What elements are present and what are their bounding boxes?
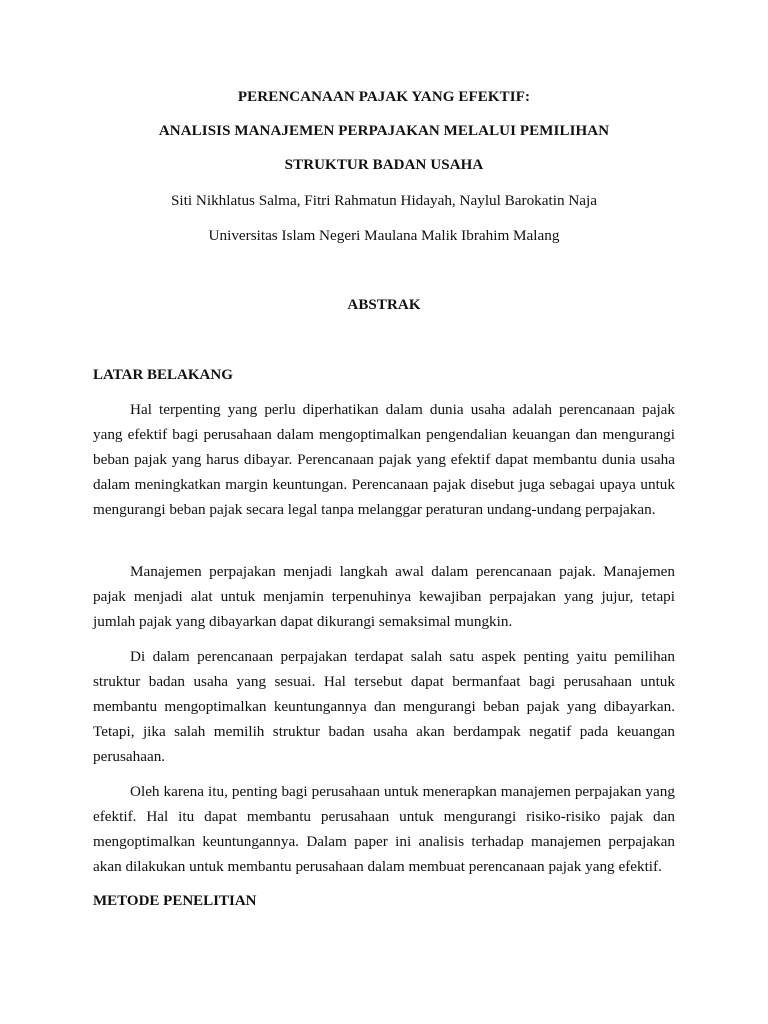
paper-title-line-3: STRUKTUR BADAN USAHA	[284, 157, 484, 173]
paragraph-2: Manajemen perpajakan menjadi langkah awal dalam perencanaan pajak. Manajemen pajak menjadi alat untuk menjamin terpenuhinya kewajiban perpajakan yang jujur, tetapi jumlah pajak yang dibayarkan dapat dikurangi semaksimal mungkin.	[93, 563, 675, 630]
abstract-heading: ABSTRAK	[347, 297, 421, 313]
paragraph-3: Di dalam perencanaan perpajakan terdapat salah satu aspek penting yaitu pemilihan struktur badan usaha yang sesuai. Hal tersebut dapat bermanfaat bagi perusahaan untuk membantu mengoptimalkan keuntungannya dan mengurangi beban pajak yang dibayarkan. Tetapi, jika salah memilih struktur badan usaha akan berdampak negatif pada keuangan perusahaan.	[93, 648, 675, 765]
affiliation: Universitas Islam Negeri Maulana Malik Ibrahim Malang	[208, 227, 560, 244]
paper-title-line-1: PERENCANAAN PAJAK YANG EFEKTIF:	[237, 89, 531, 105]
section-heading-latar-belakang: LATAR BELAKANG	[93, 367, 233, 383]
author-list: Siti Nikhlatus Salma, Fitri Rahmatun Hidayah, Naylul Barokatin Naja	[170, 192, 598, 209]
section-heading-metode-penelitian: METODE PENELITIAN	[93, 893, 257, 909]
paragraph-4: Oleh karena itu, penting bagi perusahaan untuk menerapkan manajemen perpajakan yang efektif. Hal itu dapat membantu perusahaan untuk mengurangi risiko-risiko pajak dan mengoptimalkan keuntungannya. Dalam paper ini analisis terhadap manajemen perpajakan akan dilakukan untuk membantu perusahaan dalam membuat perencanaan pajak yang efektif.	[93, 783, 675, 875]
paragraph-1: Hal terpenting yang perlu diperhatikan dalam dunia usaha adalah perencanaan pajak yang efektif bagi perusahaan dalam mengoptimalkan pengendalian keuangan dan mengurangi beban pajak yang harus dibayar. Perencanaan pajak yang efektif dapat membantu dunia usaha dalam meningkatkan margin keuntungan. Perencanaan pajak disebut juga sebagai upaya untuk mengurangi beban pajak secara legal tanpa melanggar peraturan undang-undang perpajakan.	[93, 401, 675, 518]
paper-title-line-2: ANALISIS MANAJEMEN PERPAJAKAN MELALUI PEMILIHAN	[158, 123, 610, 139]
